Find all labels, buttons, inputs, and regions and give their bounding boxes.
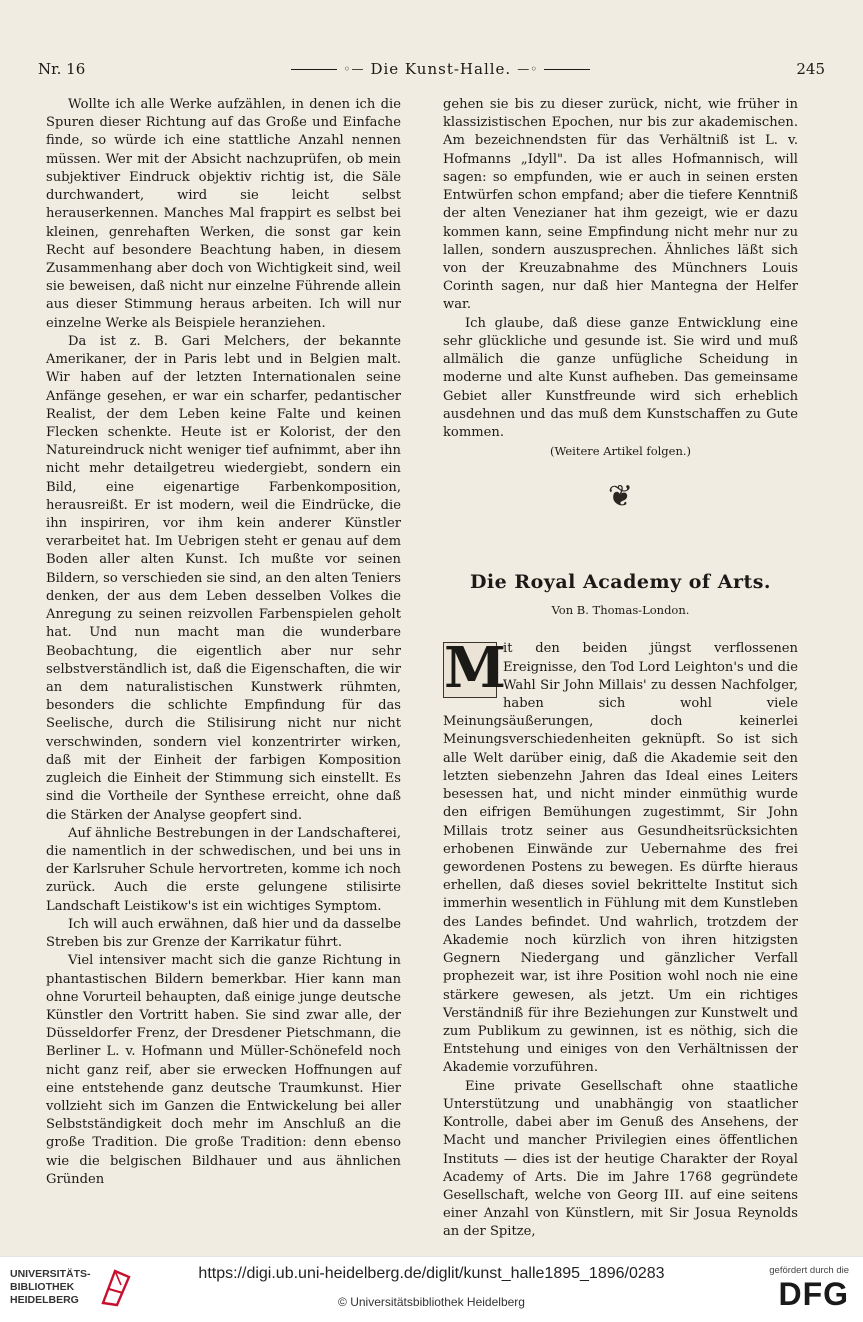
viewer-footer <box>0 1256 863 1322</box>
continuation-note: (Weitere Artikel folgen.) <box>549 444 692 459</box>
left-paragraph: Wollte ich alle Werke aufzählen, in denen ich die Spuren dieser Richtung auf das Große und Einfache finde, so würde ich eine stattliche Anzahl nennen müssen. Wer mit der Absicht nachzuprüfen, ob mein subjektiver Eindruck objektiv richtig ist, die Säle durchwandert, wird sie leicht selbst herauserkennen. Manches Mal frappirt es selbst bei kleinen, genrehaften Werken, die sonst gar kein Recht auf besondere Beachtung haben, in diesem Zusammenhang aber doch von Wichtigkeit sind, weil sie beweisen, daß nicht nur einzelne Führende allein aus dieser Stimmung heraus arbeiten. Ich will nur einzelne Werke als Beispiele heranziehen. <box>46 97 401 331</box>
left-paragraph: Auf ähnliche Bestrebungen in der Landschafterei, die namentlich in der schwedischen, und bei uns in der Karlsruher Schule hervortreten, komme ich noch zurück. Auch die erste gelungene stilisirte Landschaft Leistikow's ist ein wichtiges Symptom. <box>46 825 401 914</box>
right-paragraph: gehen sie bis zu dieser zurück, nicht, wie früher in klassizistischen Epochen, nur bis zur akademischen. Am bezeichnendsten für das Verhältniß ist L. v. Hofmanns „Idyll". Da ist alles Hofmannisch, will sagen: so empfunden, wie er auch in seinen ersten Entwürfen schon empfand; aber die tiefere Kenntniß der alten Venezianer hat ihm gezeigt, wie er dazu kommen kann, seine Empfindung nicht mehr nur zu lallen, sondern auszusprechen. Ähnliches läßt sich von der Kreuzabnahme des Münchners Louis Corinth sagen, nur daß hier Mantegna der Helfer war. <box>443 97 798 313</box>
article-byline: Von B. Thomas-London. <box>551 603 690 618</box>
flourish-ornament-icon: ❦ <box>607 479 634 515</box>
right-column <box>443 96 798 1242</box>
funded-by-label: gefördert durch die <box>769 1265 849 1276</box>
right-paragraph: Ich glaube, daß diese ganze Entwicklung eine sehr glückliche und gesunde ist. Sie wird und muß allmälich die ganze unfügliche Scheidung in moderne und alte Kunst aufheben. Das gemeinsame Gebiet aller Kunstfreunde wird sich erheblich ausdehnen und das muß dem Kunstschaffen zu Gute kommen. <box>443 315 798 440</box>
running-header <box>38 56 825 82</box>
copyright-notice: © Universitätsbibliothek Heidelberg <box>338 1295 525 1309</box>
dfg-mark: DFG <box>778 1276 849 1312</box>
header-rule-left <box>291 69 337 70</box>
running-title-group <box>291 60 590 78</box>
permalink-url[interactable]: https://digi.ub.uni-heidelberg.de/diglit/kunst_halle1895_1896/0283 <box>198 1265 665 1282</box>
library-name-line: BIBLIOTHEK <box>10 1280 75 1293</box>
header-ornament-left-icon: ◦— <box>343 62 365 76</box>
article-paragraph: it den beiden jüngst verflossenen Ereignisse, den Tod Lord Leighton's und die Wahl Sir John Millais' zu dessen Nachfolger, haben sich wohl viele Meinungsäußerungen, doch keinerlei Meinungsverschiedenheiten geknüpft. So ist sich alle Welt darüber einig, daß die Akademie seit den letzten siebenzehn Jahren das Ideal eines Leiters besessen hat, und nicht minder einmüthig wurde den eifrigen Bemühungen zugestimmt, Sir John Millais trotz seiner aus Gesundheitsrücksichten erhobenen Einwände zur Uebernahme des frei gewordenen Postens zu bewegen. Es dürfte hieraus erhellen, daß dieses soviel bekrittelte Institut sich immerhin wesentlich in Fühlung mit dem Kunstleben des Landes befindet. Und wahrlich, trotzdem der Akademie noch kürzlich von ihren hitzigsten Gegnern Niedergang und gänzlicher Verfall prophezeit war, ist ihre Position wohl noch nie eine stärkere gewesen, als jetzt. Um ein richtiges Verständniß für ihre Beziehungen zur Kunstwelt und zum Publikum zu gewinnen, ist es nöthig, sich die Entstehung und einiges von den Verhältnissen der Akademie vorzuführen. <box>443 641 798 1076</box>
header-ornament-right-icon: —◦ <box>517 62 539 76</box>
library-name-line: UNIVERSITÄTS- <box>10 1267 91 1280</box>
page-number: 245 <box>796 60 825 78</box>
article-paragraph: Eine private Gesellschaft ohne staatliche Unterstützung und unabhängig von staatlicher Kontrolle, dabei aber im Genuß des Ansehens, der Macht und mancher Privilegien eines öffentlichen Instituts — dies ist der heutige Charakter der Royal Academy of Arts. Die im Jahre 1768 gegründete Gesellschaft, welche von Georg III. auf eine seitens einer Anzahl von Künstlern, mit Sir Josua Reynolds an der Spitze, <box>443 1078 798 1240</box>
left-paragraph: Da ist z. B. Gari Melchers, der bekannte Amerikaner, der in Paris lebt und in Belgien malt. Wir haben auf der letzten Internationalen seine Anfänge gesehen, er war ein scharfer, pedantischer Realist, der dem Leben keine Falte und keinen Flecken schenkte. Heute ist er Kolorist, der den Natureindruck nicht weniger tief aufnimmt, aber ihn nicht mehr detailgetreu wiedergiebt, sondern ein Bild, eine eigenartige Farbenkomposition, herausreißt. Er ist modern, weil die Eindrücke, die ihn inspiriren, vor ihm kein anderer Künstler verarbeitet hat. Im Uebrigen steht er genau auf dem Boden aller alten Kunst. Ich mußte vor seinen Bildern, so verschieden sie sind, an den alten Teniers denken, der aus dem Leben desselben Volkes die Anregung zu seinen reizvollen Farbenspielen geholt hat. Und nun macht man die wunderbare Beobachtung, die eigentlich aber nur sehr selbstverständlich ist, daß die Eigenschaften, die wir an dem naturalistischen Kunstwerk rühmten, besonders die schlichte Empfindung für das Seelische, durch die Stilisirung nicht nur nicht verschwinden, sondern viel konzentrirter wirken, daß mit der Einheit der farbigen Komposition zugleich die Einheit der Stimmung sich einstellt. Es sind die Vortheile der Synthese erreicht, ohne daß die Stärken der Analyse geopfert sind. <box>46 333 401 823</box>
left-paragraph: Viel intensiver macht sich die ganze Richtung in phantastischen Bildern bemerkbar. Hier kann man ohne Vorurteil behaupten, daß einige junge deutsche Künstler den Vortritt haben. Sie sind zwar alle, der Düsseldorfer Frenz, der Dresdener Pietschmann, die Berliner L. v. Hofmann und Müller-Schönefeld noch nicht ganz reif, aber sie erwecken Hoffnungen auf eine entstehende ganz deutsche Traumkunst. Hier vollzieht sich im Ganzen die Entwickelung bei aller Selbstständigkeit doch mehr im Anschluß an die große Tradition. Die große Tradition: denn ebenso wie die belgischen Bildhauer und aus ähnlichen Gründen <box>46 953 401 1187</box>
journal-title: Die Kunst-Halle. <box>370 60 512 78</box>
issue-number: Nr. 16 <box>38 60 86 78</box>
header-rule-right <box>544 69 590 70</box>
left-paragraph: Ich will auch erwähnen, daß hier und da dasselbe Streben bis zur Grenze der Karrikatur führt. <box>46 916 401 951</box>
left-column <box>46 96 401 1189</box>
dfg-logo[interactable] <box>769 1265 849 1310</box>
drop-cap: M <box>444 635 506 702</box>
library-name-line: HEIDELBERG <box>10 1293 79 1306</box>
article-title: Die Royal Academy of Arts. <box>469 571 772 594</box>
